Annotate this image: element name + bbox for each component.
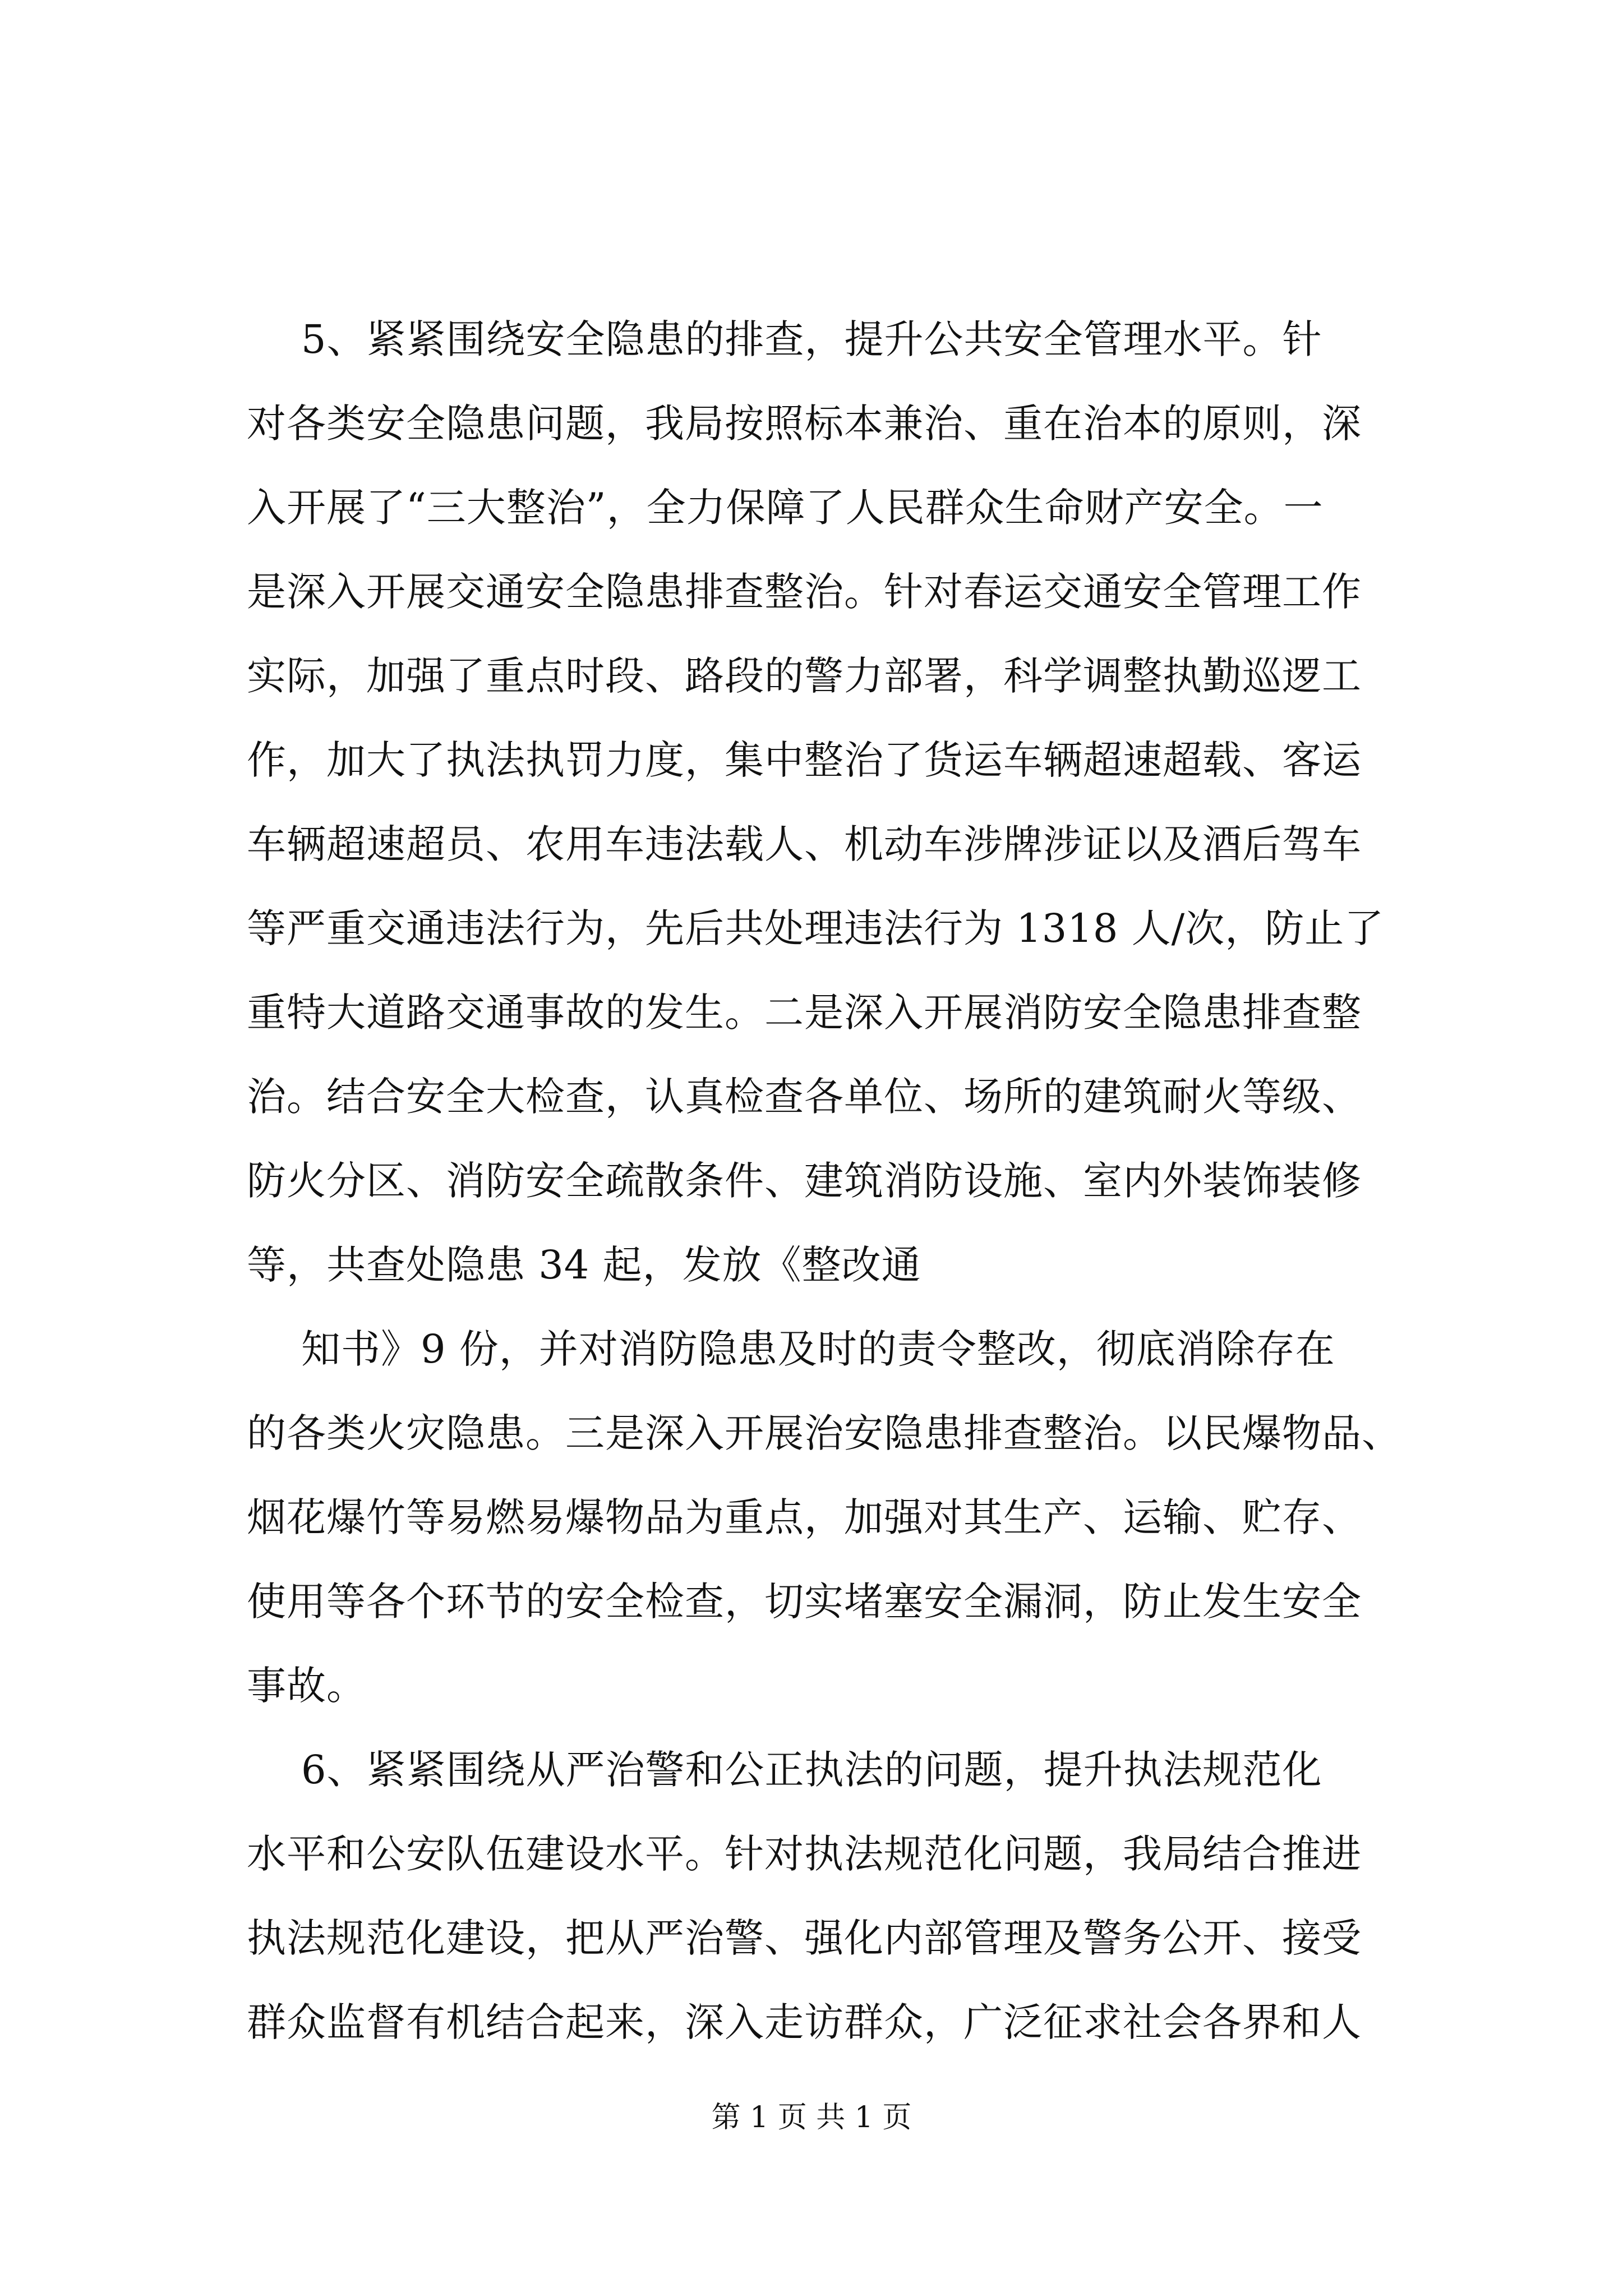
text-line: 是深入开展交通安全隐患排查整治。针对春运交通安全管理工作	[247, 569, 1362, 615]
text-line: 入开展了“三大整治”，全力保障了人民群众生命财产安全。一	[247, 485, 1324, 531]
text-line: 对各类安全隐患问题，我局按照标本兼治、重在治本的原则，深	[247, 401, 1362, 447]
text-line: 重特大道路交通事故的发生。二是深入开展消防安全隐患排查整	[247, 990, 1362, 1036]
page-number-footer: 第 1 页 共 1 页	[711, 2101, 912, 2134]
text-line: 的各类火灾隐患。三是深入开展治安隐患排查整治。以民爆物品、	[247, 1410, 1401, 1456]
text-line: 5、紧紧围绕安全隐患的排查，提升公共安全管理水平。针	[301, 316, 1322, 362]
text-line: 治。结合安全大检查，认真检查各单位、场所的建筑耐火等级、	[247, 1074, 1362, 1120]
text-line: 知书》9 份，并对消防隐患及时的责令整改，彻底消除存在	[301, 1326, 1335, 1372]
text-line: 防火分区、消防安全疏散条件、建筑消防设施、室内外装饰装修	[247, 1158, 1362, 1204]
text-line: 群众监督有机结合起来，深入走访群众，广泛征求社会各界和人	[247, 1999, 1362, 2045]
text-line: 烟花爆竹等易燃易爆物品为重点，加强对其生产、运输、贮存、	[247, 1494, 1362, 1540]
text-line: 作，加大了执法执罚力度，集中整治了货运车辆超速超载、客运	[247, 737, 1362, 783]
text-line: 车辆超速超员、农用车违法载人、机动车涉牌涉证以及酒后驾车	[247, 821, 1362, 867]
text-line: 水平和公安队伍建设水平。针对执法规范化问题，我局结合推进	[247, 1831, 1362, 1877]
text-line: 事故。	[247, 1663, 366, 1709]
text-line: 执法规范化建设，把从严治警、强化内部管理及警务公开、接受	[247, 1915, 1362, 1961]
text-line: 等，共查处隐患 34 起，发放《整改通	[247, 1242, 921, 1288]
text-line: 6、紧紧围绕从严治警和公正执法的问题，提升执法规范化	[301, 1747, 1322, 1793]
text-line: 实际，加强了重点时段、路段的警力部署，科学调整执勤巡逻工	[247, 653, 1362, 699]
text-line: 等严重交通违法行为，先后共处理违法行为 1318 人/次，防止了	[247, 905, 1385, 951]
text-line: 使用等各个环节的安全检查，切实堵塞安全漏洞，防止发生安全	[247, 1579, 1362, 1625]
